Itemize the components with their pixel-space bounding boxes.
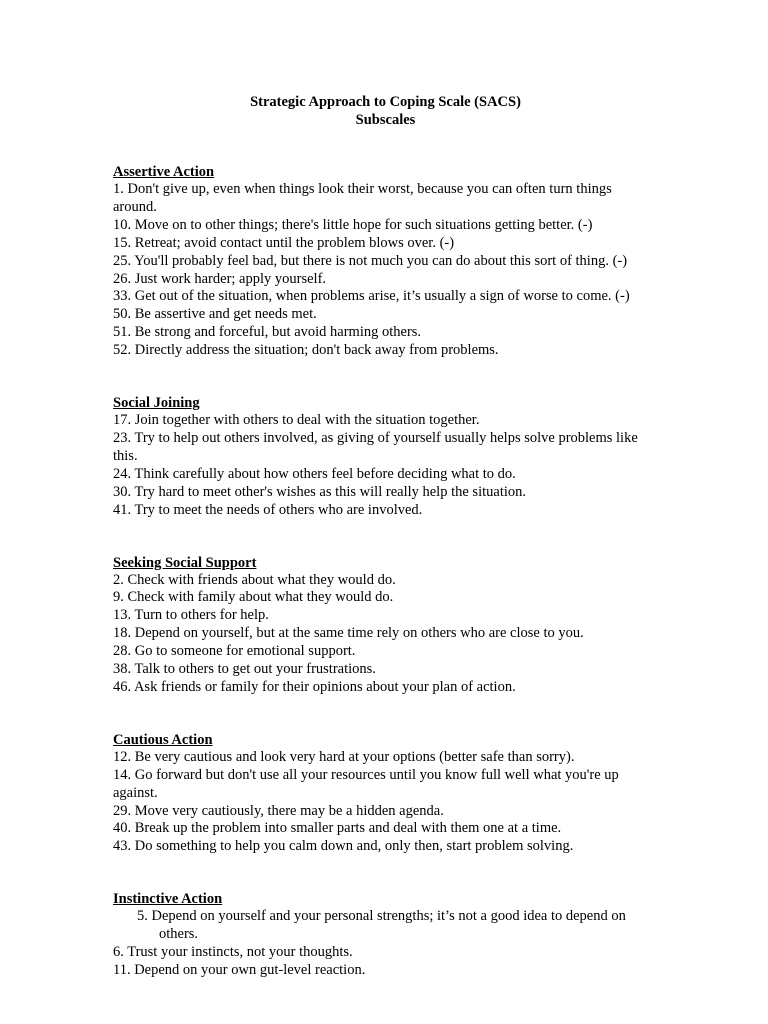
section-heading: Cautious Action bbox=[113, 731, 213, 748]
section-assertive-action bbox=[113, 163, 658, 360]
section-social-joining bbox=[113, 394, 658, 519]
list-item: 10. Move on to other things; there's little hope for such situations getting better. (-) bbox=[113, 216, 593, 233]
list-item: 40. Break up the problem into smaller parts and deal with them one at a time. bbox=[113, 820, 562, 837]
list-item: 6. Trust your instincts, not your thoughts. bbox=[113, 944, 353, 961]
section-instinctive-action bbox=[113, 890, 658, 980]
list-item: 43. Do something to help you calm down and, only then, start problem solving. bbox=[113, 838, 574, 855]
list-item: 2. Check with friends about what they would do. bbox=[113, 571, 396, 588]
section-heading: Instinctive Action bbox=[113, 891, 223, 908]
list-item: 23. Try to help out others involved, as giving of yourself usually helps solve problems like this. bbox=[113, 429, 638, 464]
document-title: Strategic Approach to Coping Scale (SACS) bbox=[250, 94, 521, 110]
section-heading: Social Joining bbox=[113, 395, 200, 412]
list-item: 14. Go forward but don't use all your resources until you know full well what you're up against. bbox=[113, 766, 619, 801]
list-item: 38. Talk to others to get out your frustrations. bbox=[113, 661, 376, 678]
section-heading: Assertive Action bbox=[113, 164, 215, 180]
section-seeking-social-support bbox=[113, 554, 658, 697]
document-page bbox=[113, 93, 658, 980]
list-item: 25. You'll probably feel bad, but there is not much you can do about this sort of thing. (-) bbox=[113, 252, 628, 269]
list-item: 30. Try hard to meet other's wishes as this will really help the situation. bbox=[113, 483, 526, 500]
list-item: 51. Be strong and forceful, but avoid harming others. bbox=[113, 324, 422, 341]
list-item: 46. Ask friends or family for their opinions about your plan of action. bbox=[113, 678, 516, 695]
list-item: 18. Depend on yourself, but at the same time rely on others who are close to you. bbox=[113, 625, 584, 642]
list-item: 12. Be very cautious and look very hard at your options (better safe than sorry). bbox=[113, 748, 575, 765]
list-item: 1. Don't give up, even when things look their worst, because you can often turn things around. bbox=[113, 181, 612, 215]
list-item: 11. Depend on your own gut-level reaction. bbox=[113, 962, 366, 978]
list-item: 9. Check with family about what they would do. bbox=[113, 589, 394, 606]
list-item: 17. Join together with others to deal with the situation together. bbox=[113, 412, 480, 429]
list-item: 29. Move very cautiously, there may be a hidden agenda. bbox=[113, 802, 444, 819]
list-item: 15. Retreat; avoid contact until the problem blows over. (-) bbox=[113, 234, 455, 251]
list-item: 41. Try to meet the needs of others who are involved. bbox=[113, 501, 423, 518]
list-item: 50. Be assertive and get needs met. bbox=[113, 306, 317, 323]
document-subtitle: Subscales bbox=[355, 112, 416, 128]
list-item: 13. Turn to others for help. bbox=[113, 607, 269, 624]
list-item: 52. Directly address the situation; don't back away from problems. bbox=[113, 342, 499, 359]
section-heading: Seeking Social Support bbox=[113, 554, 257, 571]
list-item: 5. Depend on yourself and your personal strengths; it’s not a good idea to depend on others. bbox=[137, 908, 626, 943]
list-item: 26. Just work harder; apply yourself. bbox=[113, 270, 327, 287]
list-item: 33. Get out of the situation, when problems arise, it’s usually a sign of worse to come. (-) bbox=[113, 288, 630, 305]
list-item: 28. Go to someone for emotional support. bbox=[113, 643, 356, 660]
section-cautious-action bbox=[113, 731, 658, 856]
list-item: 24. Think carefully about how others feel before deciding what to do. bbox=[113, 465, 516, 482]
